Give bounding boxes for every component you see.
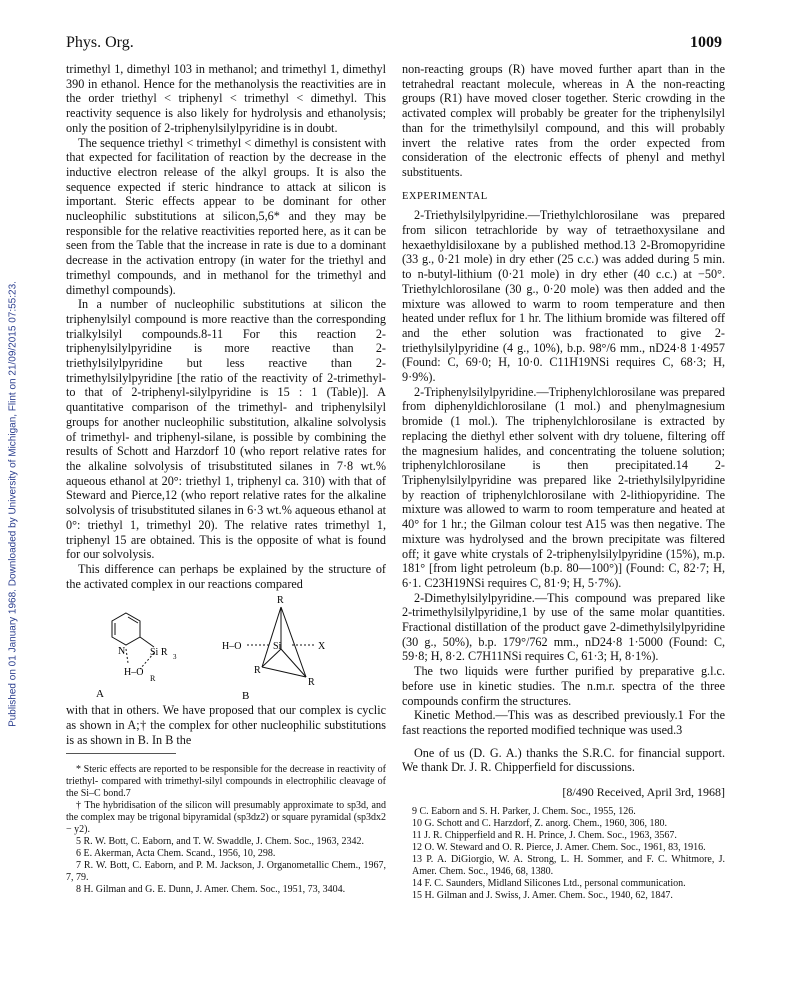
reference: 12 O. W. Steward and O. R. Pierce, J. Amer. Chem. Soc., 1961, 83, 1916.	[412, 841, 706, 853]
pyridine-ring	[112, 613, 140, 645]
paragraph: 2-Dimethylsilylpyridine.—This compound was prepared like 2-trimethylsilylpyridine,1 by use of the same molar quantities. Fractional distillation of the product gave 2-dimethylsilylpyridine (30 g., 50%), b.p. 179°/762 mm., nD24·8 1·5000 (Found: C, 59·8; H, 8·2. C7H11NSi requires C, 61·3; H, 8·1%).	[402, 590, 725, 664]
structure-a	[112, 613, 154, 669]
n-h-dotted	[126, 649, 128, 663]
footnote: † The hybridisation of the silicon will presumably approximate to sp3d, and the complex may be trigonal bipyramidal (sp3dz2) or square pyramidal (sp3dx2 − y2).	[66, 800, 386, 836]
label-b-ho: H–O	[222, 641, 242, 653]
footnote-rule	[66, 753, 176, 754]
reference: 14 F. C. Saunders, Midland Silicones Ltd., personal communication.	[412, 877, 686, 889]
label-sub3: 3	[173, 653, 177, 662]
label-ho: H–O	[124, 667, 144, 679]
ring-si-bond	[140, 637, 154, 647]
reference: 13 P. A. DiGiorgio, W. A. Strong, L. H. Sommer, and F. C. Whitmore, J. Amer. Chem. Soc., 1946, 68, 1380.	[412, 853, 725, 877]
label-r2: R	[150, 674, 156, 684]
right-column	[402, 62, 725, 902]
label-si-r3: Si R	[150, 647, 168, 659]
label-a: A	[96, 688, 104, 701]
label-b-r-top: R	[277, 595, 284, 607]
paragraph: The two liquids were further purified by preparative g.l.c. before use in kinetic studies. The n.m.r. spectra of the three compounds confirm the structures.	[402, 664, 725, 708]
label-b-si: Si	[273, 641, 282, 653]
label-n: N	[118, 646, 126, 658]
paragraph: Kinetic Method.—This was as described previously.1 For the fast reactions the reported modified technique was used.3	[402, 708, 725, 737]
footnote: 8 H. Gilman and G. E. Dunn, J. Amer. Chem. Soc., 1951, 73, 3404.	[76, 884, 346, 896]
label-b-r-right: R	[308, 677, 315, 689]
sidebar-text[interactable]: Published on 01 January 1968. Downloaded by University of Michigan, Flint on 21/09/2015 07:55:23.	[7, 281, 19, 727]
running-header-journal: Phys. Org.	[66, 34, 134, 51]
paragraph: In a number of nucleophilic substitutions at silicon the triphenylsilyl compound is more reactive than the corresponding trialkylsilyl compounds.8-11 For this reaction 2-triphenylsilylpyridine is more reactive than 2-triethylsilylpyridine but less reactive than 2-trimethylsilylpyridine [the ratio of the reactivity of 2-trimethyl- to that of 2-triphenyl-silylpyridine is 15 : 1 (Table)]. A quantitative comparison of the trimethyl- and triphenylsilyl groups for another nucleophilic substitution, alkaline solvolysis of trimethyl- and triphenyl-silane, is possible by combining the results of Schott and Harzdorf 10 (who report relative rates for the alkaline solvolysis of trisubstituted silanes in 7·8 wt.% aqueous ethanol at 20°: triethyl 1, triphenyl ca. 310) with that of Steward and Pierce,12 (who report relative rates for the alkaline solvolysis of trisubstituted silanes in 6·3 wt.% aqueous ethanol at 0°: triethyl 1, trimethyl 20). The relative rates trimethyl 1, triphenyl 15 are obtained. This is the opposite of what is found for our solvolysis.	[66, 297, 386, 562]
paragraph: 2-Triphenylsilylpyridine.—Triphenylchlorosilane was prepared from diphenyldichlorosilane (1 mol.) and phenylmagnesium bromide (1 mol.). The triphenylchlorosilane is extracted by replacing the diethyl ether solvent with dry toluene, filtering off the magnesium halides, and concentrating the toluene solution; triphenylchlorosilane is then precipitated.14 2-Triphenylsilylpyridine was prepared like 2-triethylsilylpyridine by reaction of triphenylchlorosilane with 2-lithiopyridine. The mixture was allowed to warm to room temperature and heated at 40° for 1 hr.; the Gilman colour test A15 was then negative. The mixture was hydrolysed and the brown precipitate was filtered off; it gave white crystals of 2-triphenylsilylpyridine (15%), m.p. 181° [from light petroleum (b.p. 80—100°)] (Found: C, 82·7; H, 6·1. C23H19NSi requires C, 81·9; H, 5·7%).	[402, 384, 725, 590]
label-b: B	[242, 690, 250, 703]
structure-diagram	[66, 591, 386, 703]
label-b-x: X	[318, 641, 326, 653]
reference: 9 C. Eaborn and S. H. Parker, J. Chem. Soc., 1955, 126.	[412, 805, 636, 817]
footnote: 7 R. W. Bott, C. Eaborn, and P. M. Jackson, J. Organometallic Chem., 1967, 7, 79.	[66, 860, 386, 884]
reference: 11 J. R. Chipperfield and R. H. Prince, J. Chem. Soc., 1963, 3567.	[412, 829, 677, 841]
left-column	[66, 62, 386, 896]
paragraph: with that in others. We have proposed that our complex is cyclic as shown in A;† the complex for other nucleophilic substitutions is as shown in B. In B the	[66, 703, 386, 747]
reference: 10 G. Schott and C. Harzdorf, Z. anorg. Chem., 1960, 306, 180.	[412, 817, 668, 829]
paragraph: This difference can perhaps be explained by the structure of the activated complex in our reactions compared	[66, 561, 386, 591]
references	[402, 806, 725, 902]
footnote: 5 R. W. Bott, C. Eaborn, and T. W. Swaddle, J. Chem. Soc., 1963, 2342.	[76, 836, 364, 848]
page-number: 1009	[690, 34, 722, 51]
reference: 15 H. Gilman and J. Swiss, J. Amer. Chem. Soc., 1940, 62, 1847.	[412, 889, 673, 901]
paragraph: non-reacting groups (R) have moved further apart than in the tetrahedral reactant molecule, whereas in A the non-reacting groups (R1) have moved closer together. Steric crowding in the activated complex will probably be greater for the triphenylsilyl than for the trimethylsilyl compound, and this will probably invert the relative rates from the order expected from consideration of the electronic effects of phenyl and methyl substituents.	[402, 62, 725, 179]
footnotes	[66, 764, 386, 896]
acknowledgement: One of us (D. G. A.) thanks the S.R.C. for financial support. We thank Dr. J. R. Chipperfield for discussions.	[402, 745, 725, 775]
footnote: 6 E. Akerman, Acta Chem. Scand., 1956, 10, 298.	[76, 848, 276, 860]
label-b-r-left: R	[254, 665, 261, 677]
section-heading: EXPERIMENTAL	[402, 190, 488, 202]
footnote: * Steric effects are reported to be responsible for the decrease in reactivity of triethyl- compared with trimethyl-silyl compounds in electrophilic cleavage of the Si–C bond.7	[66, 764, 386, 800]
download-sidebar	[6, 0, 20, 1008]
received-date: [8/490 Received, April 3rd, 1968]	[562, 785, 725, 800]
paragraph: 2-Triethylsilylpyridine.—Triethylchlorosilane was prepared from silicon tetrachloride by way of tetraethoxysilane and hexaethyldisiloxane by a published method.13 2-Bromopyridine (33 g., 0·21 mole) in dry ether (25 c.c.) was added during 5 min. to n-butyl-lithium (0·21 mole) in dry ether (40 c.c.) at −50°. Triethylchlorosilane (30 g., 0·20 mole) was then added and the mixture was allowed to warm to room temperature and then heated under reflux for 1 hr. The lithium bromide was filtered off and the ether solution was fractionated to give 2-triethylsilylpyridine (4 g., 10%), b.p. 98°/6 mm., nD24·8 1·4957 (Found: C, 69·0; H, 10·0. C11H19NSi requires C, 68·3; H, 9·9%).	[402, 208, 725, 385]
paragraph: The sequence triethyl < trimethyl < dimethyl is consistent with that expected for facilitation of reaction by the decrease in the inductive electron release of the alkyl groups. It is also the sequence expected if steric hindrance to attack at silicon is important. Steric effects appear to be dominant for other nucleophilic substitutions at silicon,5,6* and they may be responsible for the relative reactivities reported here, as it can be seen from the Table that the increase in rate is due to a dominant decrease in the activation entropy (in water for the triethyl and trimethyl compounds, and in methanol for the trimethyl and dimethyl compounds).	[66, 135, 386, 297]
paragraph: trimethyl 1, dimethyl 103 in methanol; and trimethyl 1, dimethyl 390 in ethanol. Hence for the methanolysis the reactivities are in the order triethyl < triphenyl < trimethyl < dimethyl. This reactivity sequence is also likely for hydrolysis and ethanolysis; only the position of 2-triphenylsilylpyridine is in doubt.	[66, 62, 386, 135]
